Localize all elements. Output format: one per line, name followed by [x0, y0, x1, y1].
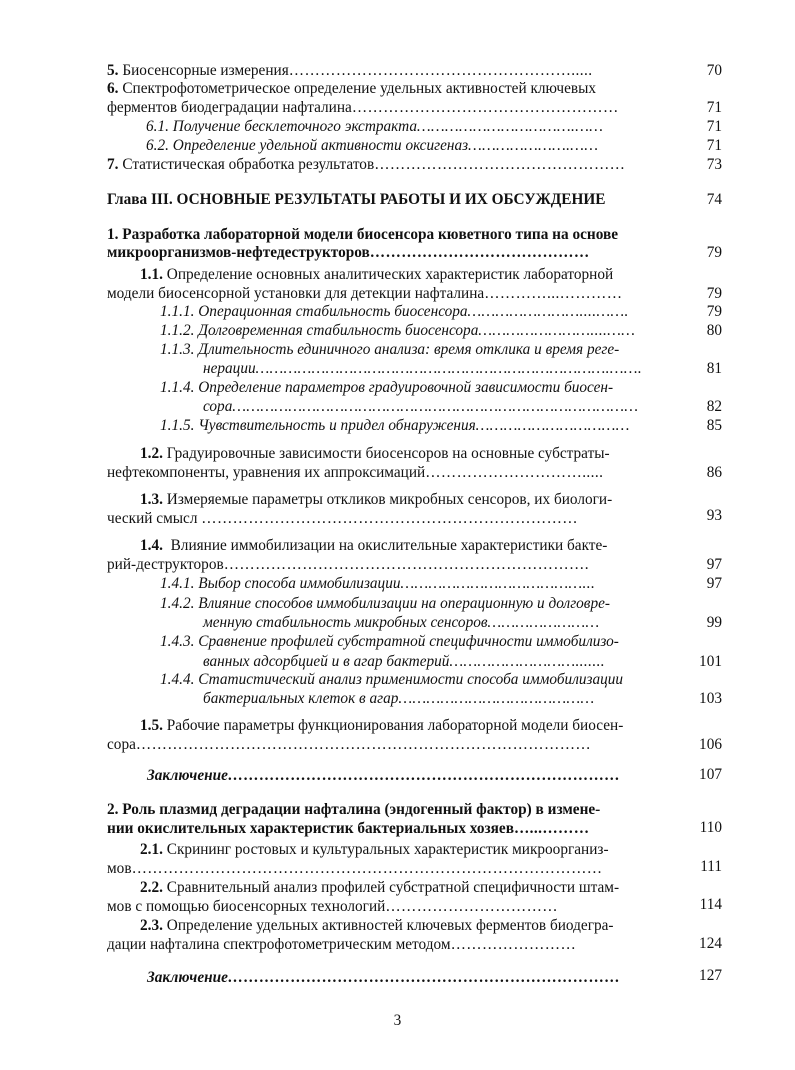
page-ref: 82	[706, 398, 722, 415]
conclusion-entry: Заключение…………………………………………………………………	[147, 969, 621, 986]
page-ref: 107	[699, 766, 722, 783]
toc-entry: 2.3. Определение удельных активностей ключевых ферментов биодегра-	[140, 917, 614, 934]
toc-entry-cont: менную стабильность микробных сенсоров……………………	[203, 614, 600, 631]
page-ref: 99	[706, 614, 722, 631]
toc-entry-cont: рий-деструкторов…………………………………………………………….	[107, 556, 589, 573]
toc-entry-cont: сора……………………………………………………………………………	[107, 736, 592, 753]
conclusion-entry: Заключение…………………………………………………………………	[147, 767, 621, 784]
page-ref: 114	[699, 896, 722, 913]
toc-entry: 1.4.3. Сравнение профилей субстратной специфичности иммобилизо-	[160, 633, 619, 650]
page-ref: 127	[699, 967, 722, 984]
page-ref: 79	[706, 285, 722, 302]
toc-entry-cont: мов с помощью биосенсорных технологий……………………………	[107, 898, 558, 915]
page-ref: 97	[706, 556, 722, 573]
toc-entry-cont: ческий смысл ………………………………………………………………	[107, 510, 579, 527]
section-heading: 1. Разработка лабораторной модели биосенсора кюветного типа на основе	[107, 226, 619, 243]
toc-entry: 1.4.1. Выбор способа иммобилизации…………………………………...	[160, 575, 596, 592]
page-ref: 86	[706, 464, 722, 481]
page-ref: 93	[706, 507, 722, 524]
toc-entry: 1.4. Влияние иммобилизации на окислительные характеристики бакте-	[140, 537, 608, 554]
page-ref: 80	[706, 322, 722, 339]
page-ref: 97	[706, 575, 722, 592]
page-ref: 124	[699, 935, 722, 952]
page-ref: 70	[706, 62, 722, 79]
section-heading-cont: микроорганизмов-нефтедеструкторов……………………………………	[107, 244, 590, 261]
toc-entry-cont: сора……………………………………………………………………………	[203, 398, 639, 415]
toc-entry: 1.2. Градуировочные зависимости биосенсоров на основные субстраты-	[140, 445, 610, 462]
page-ref: 74	[706, 191, 722, 208]
toc-entry: 1.5. Рабочие параметры функционирования лабораторной модели биосен-	[140, 717, 624, 734]
toc-entry-cont: ферментов биодеградации нафталина……………………………………………	[107, 99, 619, 116]
page-ref: 73	[706, 156, 722, 173]
toc-entry-cont: ванных адсорбцией и в агар бактерий……………………….......	[203, 653, 606, 670]
toc-entry: 2.2. Сравнительный анализ профилей субстратной специфичности штам-	[140, 879, 620, 896]
toc-entry-cont: мов………………………………………………………………………………	[107, 860, 603, 877]
page-ref: 85	[706, 417, 722, 434]
section-heading: 2. Роль плазмид деградации нафталина (эндогенный фактор) в измене-	[107, 801, 601, 818]
page-ref: 110	[699, 819, 722, 836]
toc-entry: 5. Биосенсорные измерения……………………………………………….....	[107, 62, 593, 79]
toc-entry-cont: дации нафталина спектрофотометрическим методом……………………	[107, 936, 577, 953]
toc-entry-cont: бактериальных клеток в агар……………………………………	[203, 690, 595, 707]
toc-entry: 1.1. Определение основных аналитических характеристик лабораторной	[140, 266, 614, 283]
page-ref: 101	[699, 653, 722, 670]
toc-entry: 1.3. Измеряемые параметры откликов микробных сенсоров, их биологи-	[140, 491, 613, 508]
page-ref: 103	[699, 690, 722, 707]
toc-entry-cont: модели биосенсорной установки для детекции нафталина…………...…………	[107, 285, 623, 302]
page-ref: 106	[699, 736, 722, 753]
toc-entry: 1.1.2. Долговременная стабильность биосенсора……………………....……	[160, 322, 636, 339]
page-number: 3	[393, 1012, 402, 1029]
toc-entry: 1.1.5. Чувствительность и придел обнаружения……………………………	[160, 417, 630, 434]
toc-entry: 1.1.1. Операционная стабильность биосенсора……………………....…….	[160, 303, 629, 320]
toc-entry: 6.2. Определение удельной активности оксигеназ………………….……	[146, 137, 599, 154]
page-ref: 81	[706, 360, 722, 377]
chapter-heading: Глава III. ОСНОВНЫЕ РЕЗУЛЬТАТЫ РАБОТЫ И ИХ ОБСУЖДЕНИЕ	[107, 191, 606, 208]
page-ref: 79	[706, 244, 722, 261]
page-ref: 111	[700, 858, 722, 875]
toc-entry: 7. Статистическая обработка результатов…………………………………………	[107, 156, 626, 173]
page-ref: 71	[706, 118, 722, 135]
toc-entry: 1.1.3. Длительность единичного анализа: время отклика и время реге-	[160, 341, 620, 358]
page-ref: 71	[706, 137, 722, 154]
page-ref: 71	[706, 99, 722, 116]
toc-entry: 6.1. Получение бесклеточного экстракта…………………………….……	[146, 118, 604, 135]
toc-entry: 2.1. Скрининг ростовых и культуральных характеристик микроорганиз-	[140, 841, 609, 858]
toc-entry: 6. Спектрофотометрическое определение удельных активностей ключевых	[107, 80, 597, 97]
toc-entry: 1.4.2. Влияние способов иммобилизации на операционную и долговре-	[160, 595, 610, 612]
page-ref: 79	[706, 303, 722, 320]
toc-entry: 1.1.4. Определение параметров градуировочной зависимости биосен-	[160, 379, 614, 396]
toc-entry: 1.4.4. Статистический анализ применимости способа иммобилизации	[160, 671, 624, 688]
section-heading-cont: нии окислительных характеристик бактериальных хозяев…...………	[107, 820, 590, 837]
toc-entry-cont: нефтекомпоненты, уравнения их аппроксимаций………………………….....	[107, 464, 604, 481]
toc-entry-cont: нерации………………………………………………………………….…….	[203, 360, 643, 377]
